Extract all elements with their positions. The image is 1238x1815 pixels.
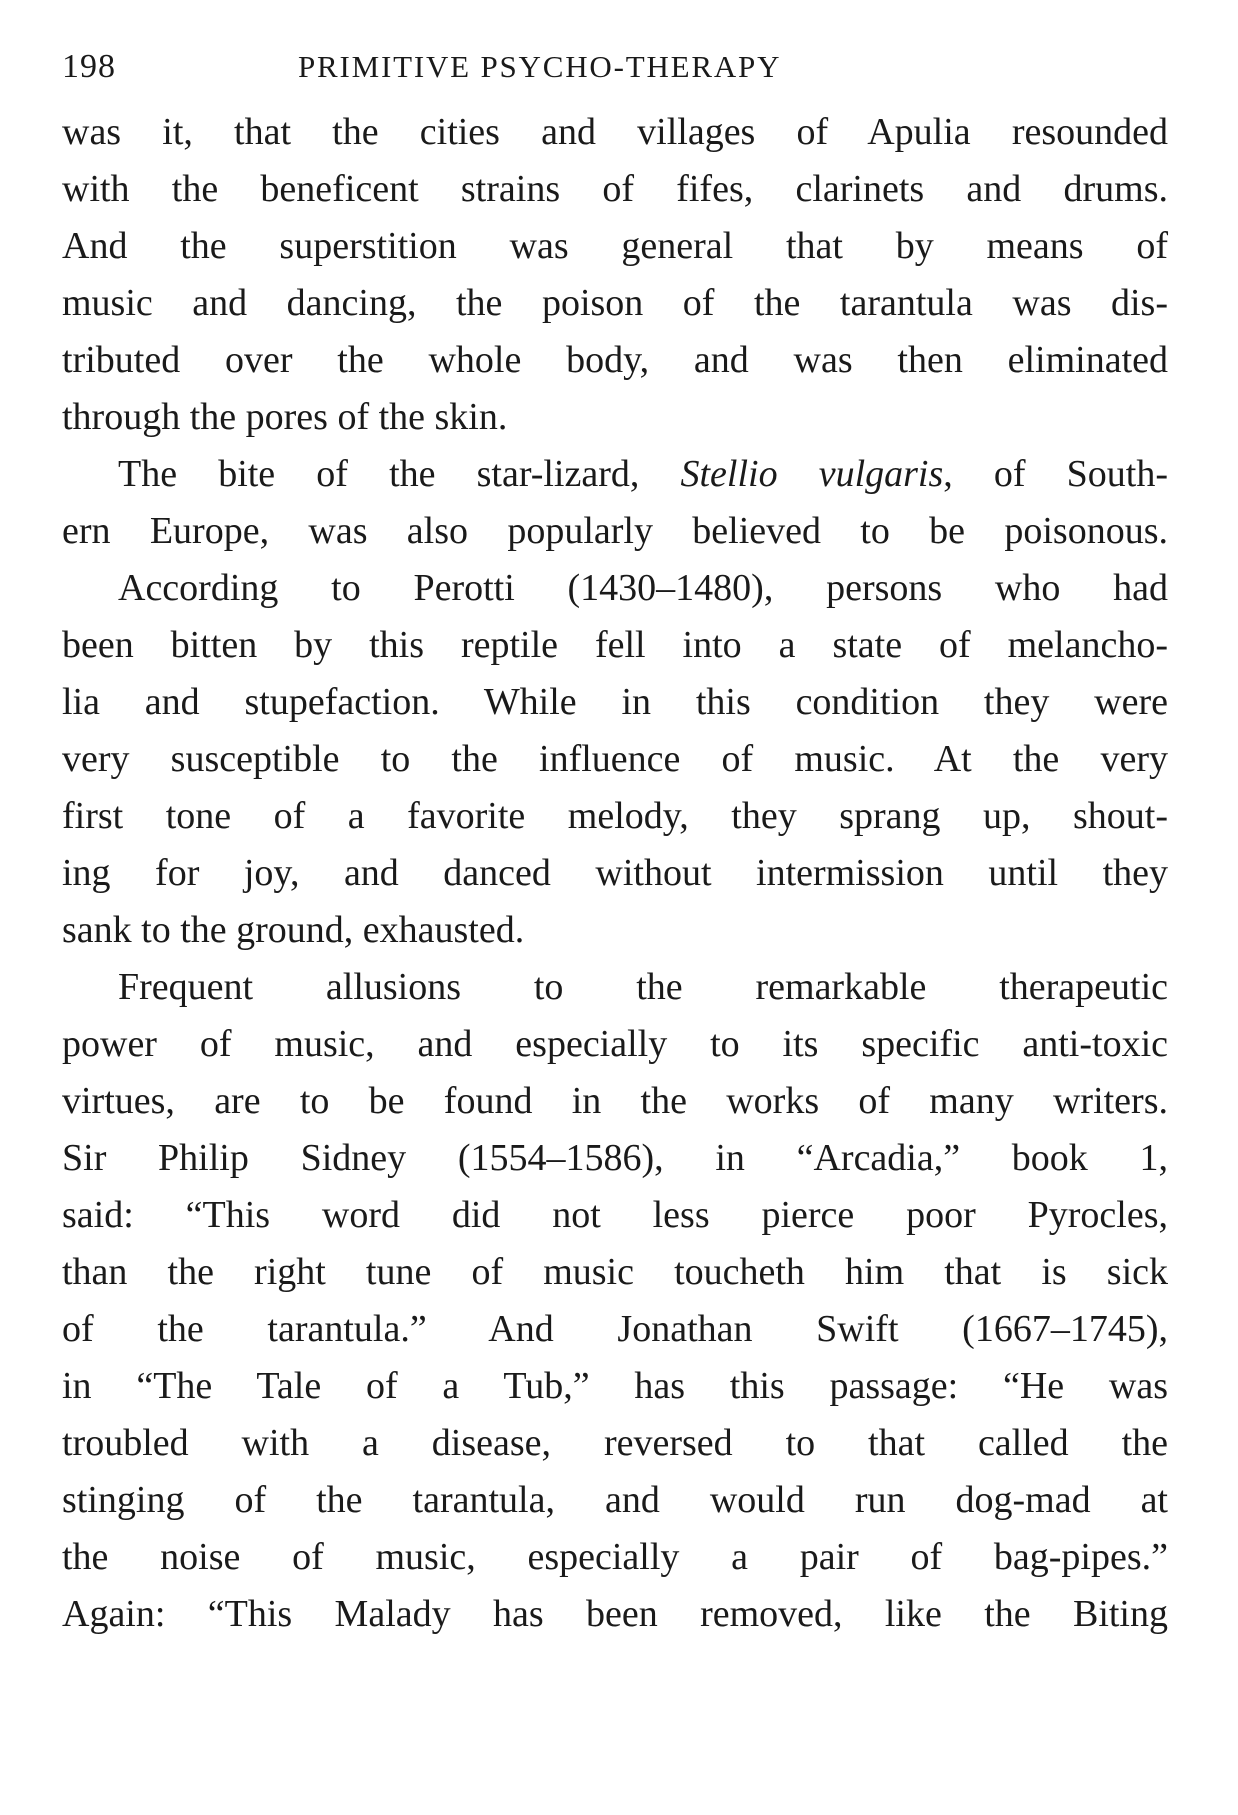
text-line: power of music, and especially to its specific anti-toxic — [62, 1023, 1168, 1065]
text-line: with the beneficent strains of fifes, clarinets and drums. — [62, 168, 1168, 210]
text-line: And the superstition was general that by means of — [62, 225, 1168, 267]
text-line: first tone of a favorite melody, they sprang up, shout- — [62, 795, 1168, 837]
text-line: the noise of music, especially a pair of bag-pipes.” — [62, 1536, 1168, 1578]
page-number: 198 — [62, 48, 116, 85]
text-line: Frequent allusions to the remarkable therapeutic — [118, 966, 1168, 1008]
text-line: ern Europe, was also popularly believed to be poisonous. — [62, 510, 1168, 552]
text-line: tributed over the whole body, and was then eliminated — [62, 339, 1168, 381]
text-line: lia and stupefaction. While in this condition they were — [62, 681, 1168, 723]
text-line: of the tarantula.” And Jonathan Swift (1667–1745), — [62, 1308, 1168, 1350]
text-line: Again: “This Malady has been removed, like the Biting — [62, 1593, 1168, 1635]
text-line: music and dancing, the poison of the tarantula was dis- — [62, 282, 1168, 324]
text-line: through the pores of the skin. — [62, 396, 508, 438]
text-line: said: “This word did not less pierce poor Pyrocles, — [62, 1194, 1168, 1236]
text-line: ing for joy, and danced without intermission until they — [62, 852, 1168, 894]
running-header — [62, 48, 1168, 104]
text-line: was it, that the cities and villages of Apulia resounded — [62, 111, 1168, 153]
text-line: virtues, are to be found in the works of many writers. — [62, 1080, 1168, 1122]
paragraph — [62, 446, 1168, 560]
text-line: The bite of the star-lizard, Stellio vulgaris, of South- — [118, 453, 1169, 495]
running-title: PRIMITIVE PSYCHO-THERAPY — [298, 49, 782, 84]
text-line: in “The Tale of a Tub,” has this passage: “He was — [62, 1365, 1168, 1407]
text-line: stinging of the tarantula, and would run dog-mad at — [62, 1479, 1168, 1521]
species-name: Stellio vulgaris — [680, 453, 944, 495]
book-page — [62, 48, 1168, 1643]
text-line: than the right tune of music toucheth him that is sick — [62, 1251, 1168, 1293]
text-line: Sir Philip Sidney (1554–1586), in “Arcadia,” book 1, — [62, 1137, 1168, 1179]
text-line: been bitten by this reptile fell into a state of melancho- — [62, 624, 1168, 666]
text-line: very susceptible to the influence of music. At the very — [62, 738, 1168, 780]
paragraph — [62, 104, 1168, 446]
text-line: troubled with a disease, reversed to that called the — [62, 1422, 1168, 1464]
paragraph — [62, 560, 1168, 959]
paragraph — [62, 959, 1168, 1643]
text-line: sank to the ground, exhausted. — [62, 909, 525, 951]
text-line: According to Perotti (1430–1480), persons who had — [118, 567, 1168, 609]
